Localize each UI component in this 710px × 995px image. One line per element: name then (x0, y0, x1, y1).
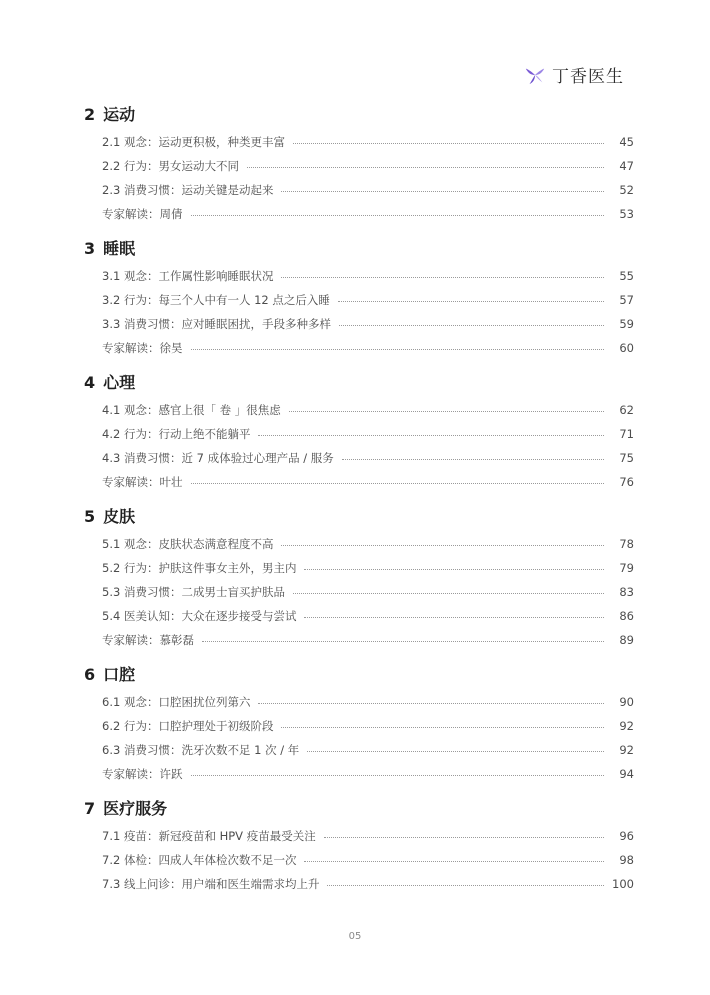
dot-leader (281, 545, 604, 546)
dot-leader (293, 143, 604, 144)
toc-entry-label: 5.1 观念：皮肤状态满意程度不高 (102, 537, 274, 551)
toc-entry-page: 92 (619, 743, 634, 757)
toc-section (84, 662, 634, 786)
section-title-text: 医疗服务 (103, 799, 168, 818)
toc-entry[interactable] (84, 532, 634, 556)
dot-leader (191, 349, 605, 350)
toc-entry-page: 83 (619, 585, 634, 599)
section-title[interactable] (84, 236, 634, 262)
toc-entry-label: 5.2 行为：护肤这件事女主外，男主内 (102, 561, 297, 575)
section-title[interactable] (84, 370, 634, 396)
toc-entry[interactable] (84, 154, 634, 178)
dot-leader (327, 885, 604, 886)
toc-entry-label: 3.3 消费习惯：应对睡眠困扰，手段多种多样 (102, 317, 331, 331)
section-number: 7 (84, 799, 96, 818)
toc-entry-label: 6.1 观念：口腔困扰位列第六 (102, 695, 251, 709)
section-number: 2 (84, 105, 96, 124)
toc-entry-label: 2.2 行为：男女运动大不同 (102, 159, 239, 173)
toc-entry[interactable] (84, 398, 634, 422)
dot-leader (289, 411, 604, 412)
section-title-text: 心理 (103, 373, 136, 392)
dot-leader (324, 837, 604, 838)
section-title[interactable] (84, 662, 634, 688)
section-number: 5 (84, 507, 96, 526)
toc-entry-page: 59 (619, 317, 634, 331)
table-of-contents (84, 102, 634, 906)
dot-leader (281, 277, 604, 278)
dot-leader (304, 861, 604, 862)
toc-entry-page: 62 (619, 403, 634, 417)
toc-entry-label: 6.2 行为：口腔护理处于初级阶段 (102, 719, 274, 733)
toc-entry-page: 78 (619, 537, 634, 551)
section-title-text: 睡眠 (103, 239, 136, 258)
toc-section (84, 504, 634, 652)
dot-leader (293, 593, 604, 594)
dot-leader (191, 483, 605, 484)
toc-entry-page: 79 (619, 561, 634, 575)
brand-logo (524, 62, 624, 87)
toc-entry-label: 4.2 行为：行动上绝不能躺平 (102, 427, 251, 441)
toc-entry[interactable] (84, 470, 634, 494)
toc-entry-page: 86 (619, 609, 634, 623)
toc-section (84, 796, 634, 896)
toc-entry-page: 100 (612, 877, 634, 891)
toc-entry-label: 6.3 消费习惯：洗牙次数不足 1 次 / 年 (102, 743, 300, 757)
dot-leader (342, 459, 604, 460)
toc-entry-page: 98 (619, 853, 634, 867)
toc-entry[interactable] (84, 604, 634, 628)
toc-entry-label: 专家解读：周倩 (102, 207, 183, 221)
section-number: 4 (84, 373, 96, 392)
toc-entry[interactable] (84, 690, 634, 714)
toc-entry[interactable] (84, 762, 634, 786)
toc-section (84, 236, 634, 360)
dot-leader (202, 641, 604, 642)
dot-leader (191, 775, 605, 776)
dot-leader (258, 435, 604, 436)
toc-entry-page: 75 (619, 451, 634, 465)
toc-entry-label: 7.2 体检：四成人年体检次数不足一次 (102, 853, 297, 867)
toc-entry-label: 2.1 观念：运动更积极，种类更丰富 (102, 135, 285, 149)
toc-entry[interactable] (84, 264, 634, 288)
toc-entry[interactable] (84, 312, 634, 336)
toc-entry-label: 4.1 观念：感官上很「 卷 」很焦虑 (102, 403, 281, 417)
section-title-text: 皮肤 (103, 507, 136, 526)
toc-entry-page: 96 (619, 829, 634, 843)
toc-entry-page: 60 (619, 341, 634, 355)
clove-flower-icon (524, 64, 546, 86)
toc-entry[interactable] (84, 872, 634, 896)
toc-entry-label: 5.4 医美认知：大众在逐步接受与尝试 (102, 609, 297, 623)
toc-section (84, 370, 634, 494)
section-number: 3 (84, 239, 96, 258)
section-title[interactable] (84, 102, 634, 128)
toc-entry-label: 4.3 消费习惯：近 7 成体验过心理产品 / 服务 (102, 451, 334, 465)
toc-entry[interactable] (84, 738, 634, 762)
toc-entry[interactable] (84, 580, 634, 604)
brand-name: 丁香医生 (552, 67, 624, 87)
toc-entry-label: 专家解读：慕彰磊 (102, 633, 194, 647)
toc-entry-label: 专家解读：叶壮 (102, 475, 183, 489)
dot-leader (258, 703, 604, 704)
toc-entry-page: 71 (619, 427, 634, 441)
toc-entry-page: 45 (619, 135, 634, 149)
section-number: 6 (84, 665, 96, 684)
toc-entry[interactable] (84, 288, 634, 312)
toc-entry-label: 7.3 线上问诊：用户端和医生端需求均上升 (102, 877, 320, 891)
toc-entry-page: 90 (619, 695, 634, 709)
section-title-text: 运动 (103, 105, 136, 124)
section-title-text: 口腔 (103, 665, 136, 684)
toc-entry-label: 7.1 疫苗：新冠疫苗和 HPV 疫苗最受关注 (102, 829, 316, 843)
toc-entry[interactable] (84, 556, 634, 580)
toc-entry[interactable] (84, 130, 634, 154)
toc-entry[interactable] (84, 714, 634, 738)
dot-leader (281, 191, 604, 192)
toc-entry-page: 89 (619, 633, 634, 647)
toc-entry[interactable] (84, 336, 634, 360)
toc-entry[interactable] (84, 446, 634, 470)
toc-entry-page: 52 (619, 183, 634, 197)
section-title[interactable] (84, 504, 634, 530)
toc-entry-page: 94 (619, 767, 634, 781)
toc-entry-page: 92 (619, 719, 634, 733)
dot-leader (281, 727, 604, 728)
dot-leader (191, 215, 605, 216)
toc-entry[interactable] (84, 628, 634, 652)
toc-entry[interactable] (84, 202, 634, 226)
dot-leader (307, 751, 604, 752)
toc-entry-page: 47 (619, 159, 634, 173)
toc-entry-label: 3.2 行为：每三个人中有一人 12 点之后入睡 (102, 293, 330, 307)
toc-entry-label: 2.3 消费习惯：运动关键是动起来 (102, 183, 274, 197)
toc-entry-page: 53 (619, 207, 634, 221)
page-number: 05 (348, 931, 362, 942)
toc-entry[interactable] (84, 178, 634, 202)
toc-entry[interactable] (84, 848, 634, 872)
dot-leader (339, 325, 604, 326)
toc-entry-label: 专家解读：徐昊 (102, 341, 183, 355)
toc-section (84, 102, 634, 226)
dot-leader (247, 167, 604, 168)
dot-leader (304, 617, 604, 618)
toc-entry[interactable] (84, 422, 634, 446)
toc-entry-page: 55 (619, 269, 634, 283)
toc-entry-page: 57 (619, 293, 634, 307)
toc-entry-label: 3.1 观念：工作属性影响睡眠状况 (102, 269, 274, 283)
toc-entry-label: 5.3 消费习惯：二成男士盲买护肤品 (102, 585, 285, 599)
toc-entry-page: 76 (619, 475, 634, 489)
toc-entry-label: 专家解读：许跃 (102, 767, 183, 781)
dot-leader (338, 301, 604, 302)
toc-entry[interactable] (84, 824, 634, 848)
dot-leader (304, 569, 604, 570)
section-title[interactable] (84, 796, 634, 822)
